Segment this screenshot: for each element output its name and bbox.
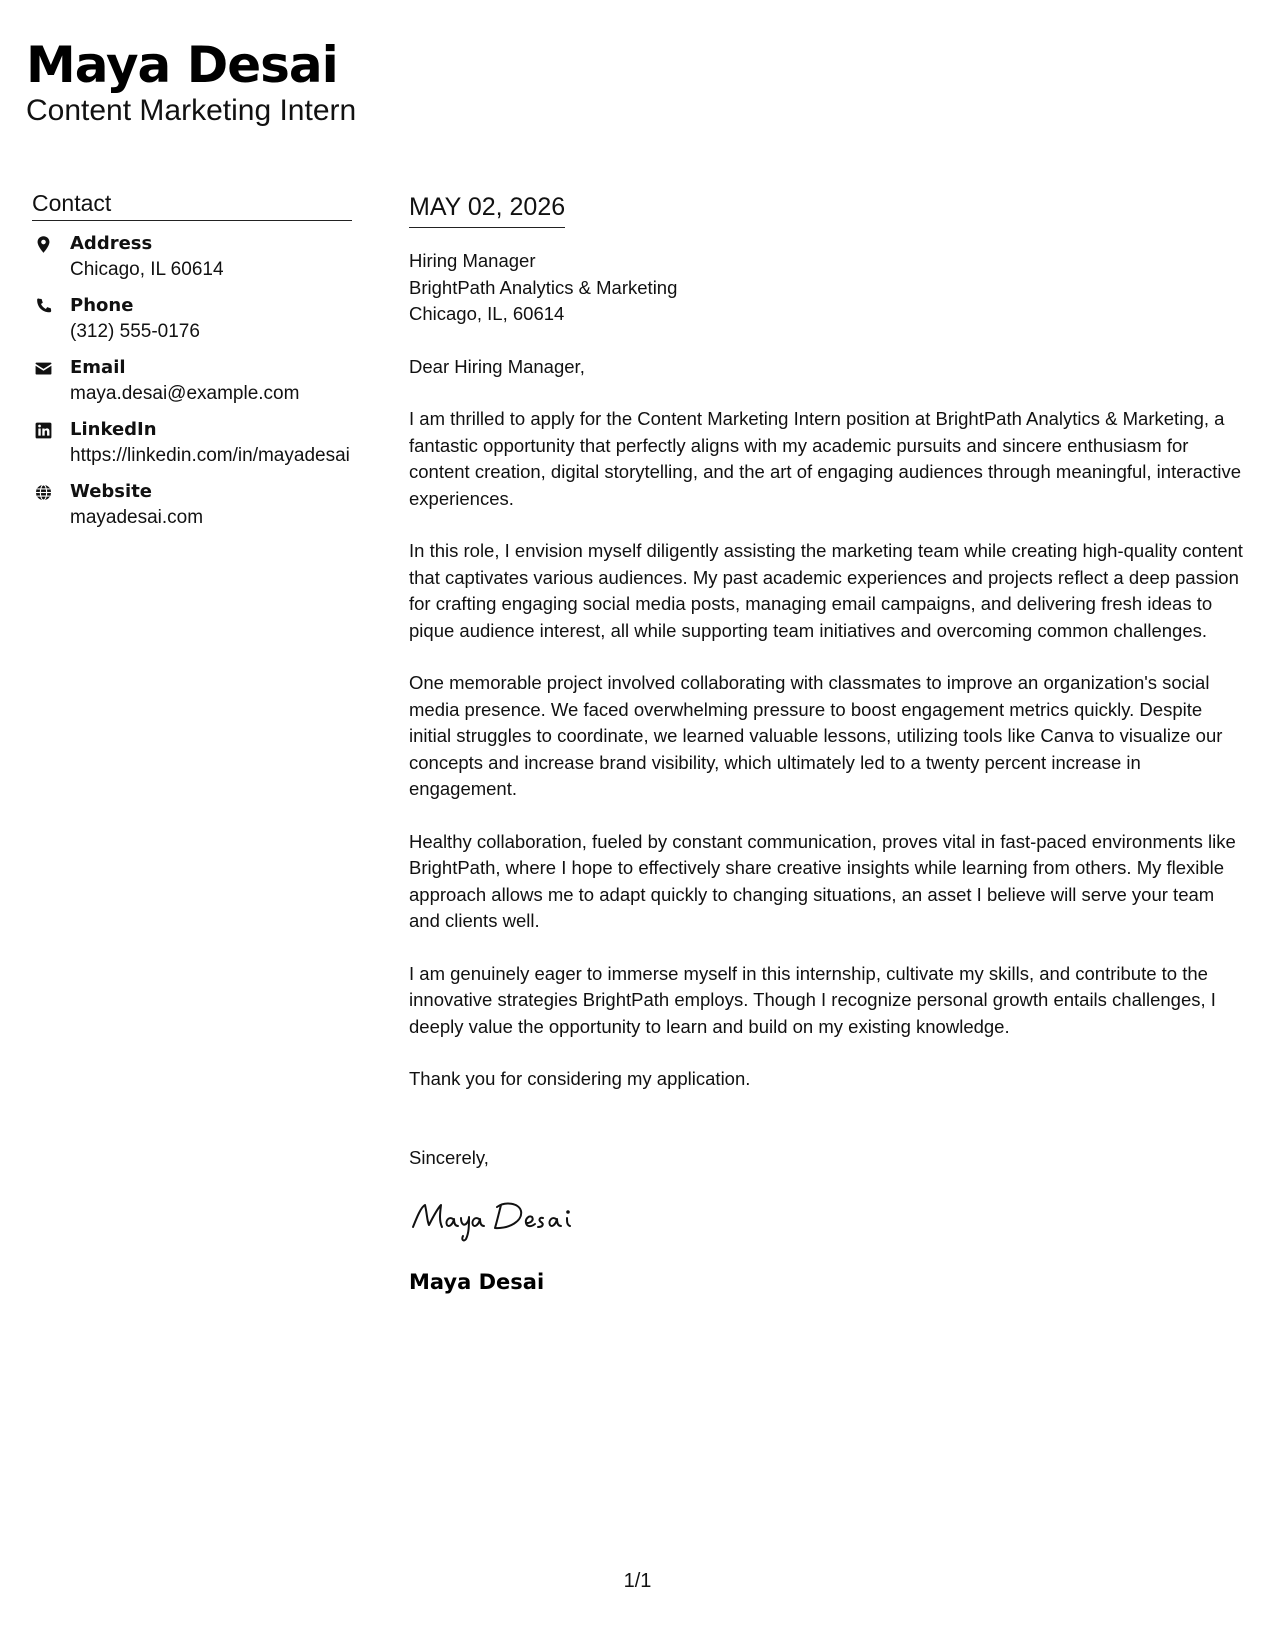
globe-icon [34,483,53,502]
body-paragraph: Healthy collaboration, fueled by constant communication, proves vital in fast-paced environments like BrightPath, where I hope to effectively share creative insights while learning from others. My flexible approach allows me to adapt quickly to changing situations, an asset I believe will serve your team and clients well. [409,830,1236,931]
applicant-name: Maya Desai [26,36,338,94]
body-paragraph: In this role, I envision myself diligently assisting the marketing team while creating high-quality content that captivates various audiences. My past academic experiences and projects reflect a deep passion for crafting engaging social media posts, managing email campaigns, and delivering fresh ideas to pique audience interest, all while supporting team initiatives and overcoming common challenges. [409,540,1243,641]
cover-letter-body [409,190,1249,1297]
recipient-line: Chicago, IL, 60614 [409,303,565,324]
contact-item-linkedin [32,417,352,468]
map-pin-icon [34,235,53,254]
contact-item-phone [32,293,352,344]
recipient-block [409,248,1249,328]
linkedin-icon [34,421,53,440]
envelope-icon [34,359,53,378]
body-paragraph: I am thrilled to apply for the Content Marketing Intern position at BrightPath Analytics & Marketing, a fantastic opportunity that perfectly aligns with my academic pursuits and sincere enthusiasm for content creation, digital storytelling, and the art of engaging audiences through meaningful, interactive experiences. [409,408,1242,509]
contact-value: maya.desai@example.com [70,383,300,404]
contact-label: Phone [70,295,134,316]
page-number: 1/1 [623,1570,652,1592]
contact-label: Address [70,233,153,254]
applicant-title: Content Marketing Intern [26,94,357,127]
contact-label: Email [70,357,126,378]
contact-label: LinkedIn [70,419,157,440]
recipient-line: BrightPath Analytics & Marketing [409,276,678,298]
contact-heading: Contact [32,188,352,221]
body-paragraph: Thank you for considering my application. [409,1068,751,1089]
contact-item-website [32,479,352,530]
header [26,36,356,128]
recipient-line: Hiring Manager [409,250,536,271]
handwritten-signature [409,1195,1249,1255]
body-paragraph: One memorable project involved collaborating with classmates to improve an organization's social media presence. We faced overwhelming pressure to boost engagement metrics quickly. Despite initial struggles to coordinate, we learned valuable lessons, utilizing tools like Canva to visualize our concepts and increase brand visibility, which ultimately led to a twenty percent increase in engagement. [409,672,1223,799]
contact-item-email [32,355,352,406]
signer-name: Maya Desai [409,1270,545,1294]
body-paragraph: I am genuinely eager to immerse myself in this internship, cultivate my skills, and contribute to the innovative strategies BrightPath employs. Though I recognize personal growth entails challenges, I deeply value the opportunity to learn and build on my existing knowledge. [409,962,1216,1037]
contact-value: (312) 555-0176 [70,321,200,342]
phone-icon [34,297,53,316]
contact-value[interactable]: https://linkedin.com/in/mayadesai [70,445,350,466]
contact-value[interactable]: mayadesai.com [70,507,204,528]
contact-item-address [32,231,352,282]
contact-label: Website [70,481,153,502]
contact-value: Chicago, IL 60614 [70,259,224,280]
letter-date: MAY 02, 2026 [409,190,565,228]
contact-sidebar [32,188,352,541]
salutation: Dear Hiring Manager, [409,355,585,377]
closing: Sincerely, [409,1146,489,1168]
